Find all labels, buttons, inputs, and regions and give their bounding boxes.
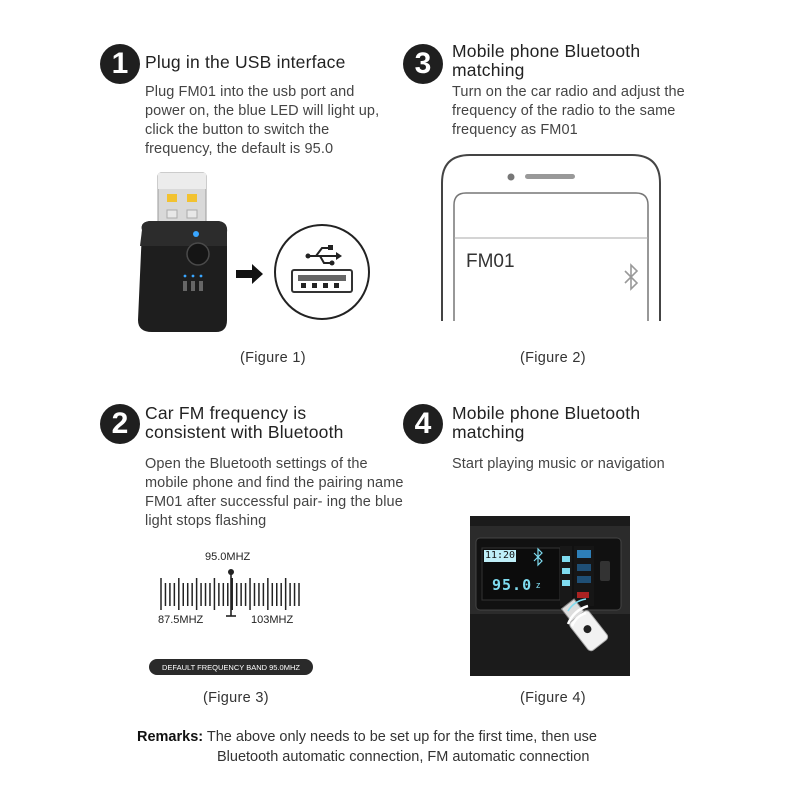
remarks-line1: The above only needs to be set up for the first time, then use — [206, 729, 597, 745]
step-2-title — [145, 404, 344, 442]
step-3-text: Turn on the car radio and adjust the frequency of the radio to the same frequency as FM01 — [452, 84, 685, 138]
radio-unit: z — [536, 580, 541, 590]
step-1-title: Plug in the USB interface — [145, 52, 346, 72]
step-3-title-line1: Mobile phone Bluetooth — [452, 41, 641, 61]
step-2-badge: 2 — [100, 404, 140, 444]
step-3-title — [452, 42, 640, 80]
figure-1-caption: (Figure 1) — [240, 350, 306, 366]
step-1-badge: 1 — [100, 44, 140, 84]
step-2-title-line1: Car FM frequency is — [145, 403, 307, 423]
remarks-line2: Bluetooth automatic connection, FM automatic connection — [217, 749, 590, 765]
radio-clock: 11:20 — [484, 550, 516, 561]
arrow-icon — [236, 264, 263, 284]
remarks-label: Remarks: — [137, 729, 204, 745]
figure-3-caption: (Figure 3) — [203, 690, 269, 706]
step-4-title-line2: matching — [452, 422, 525, 442]
step-4-title — [452, 404, 640, 442]
step-2-title-line2: consistent with Bluetooth — [145, 422, 344, 442]
figure-4-caption: (Figure 4) — [520, 690, 586, 706]
phone-device-name: FM01 — [466, 251, 515, 272]
dial-right-label: 103MHZ — [251, 614, 294, 626]
step-4-text: Start playing music or navigation — [452, 456, 665, 472]
step-3-title-line2: matching — [452, 60, 525, 80]
remarks — [137, 727, 697, 767]
usb-contact — [187, 194, 197, 202]
step-4-badge: 4 — [403, 404, 443, 444]
default-band-pill: DEFAULT FREQUENCY BAND 95.0MHZ — [149, 659, 313, 675]
dial-top-label: 95.0MHZ — [205, 551, 251, 563]
bluetooth-icon — [625, 265, 637, 289]
step-3-badge: 3 — [403, 44, 443, 84]
radio-frequency: 95.0 — [492, 576, 533, 594]
phone-speaker — [525, 174, 575, 179]
figure-2-caption: (Figure 2) — [520, 350, 586, 366]
step-2-text: Open the Bluetooth settings of the mobile phone and find the pairing name FM01 after successful pair- ing the blue light stops flashing — [145, 456, 404, 529]
blue-led — [193, 231, 199, 237]
switch-button — [187, 243, 209, 265]
dial-left-label: 87.5MHZ — [158, 614, 204, 626]
figure-4-photo — [470, 516, 630, 676]
dial-ticks — [161, 578, 299, 610]
usb-contact — [167, 194, 177, 202]
step-4-title-line1: Mobile phone Bluetooth — [452, 403, 641, 423]
figure-1-illustration — [130, 168, 380, 338]
phone-camera — [508, 174, 515, 181]
frequency-dial — [155, 566, 305, 620]
figure-2-phone — [440, 153, 662, 323]
step-1-text: Plug FM01 into the usb port and power on, the blue LED will light up, click the button to switch the frequency, the default is 95.0 — [145, 84, 380, 157]
